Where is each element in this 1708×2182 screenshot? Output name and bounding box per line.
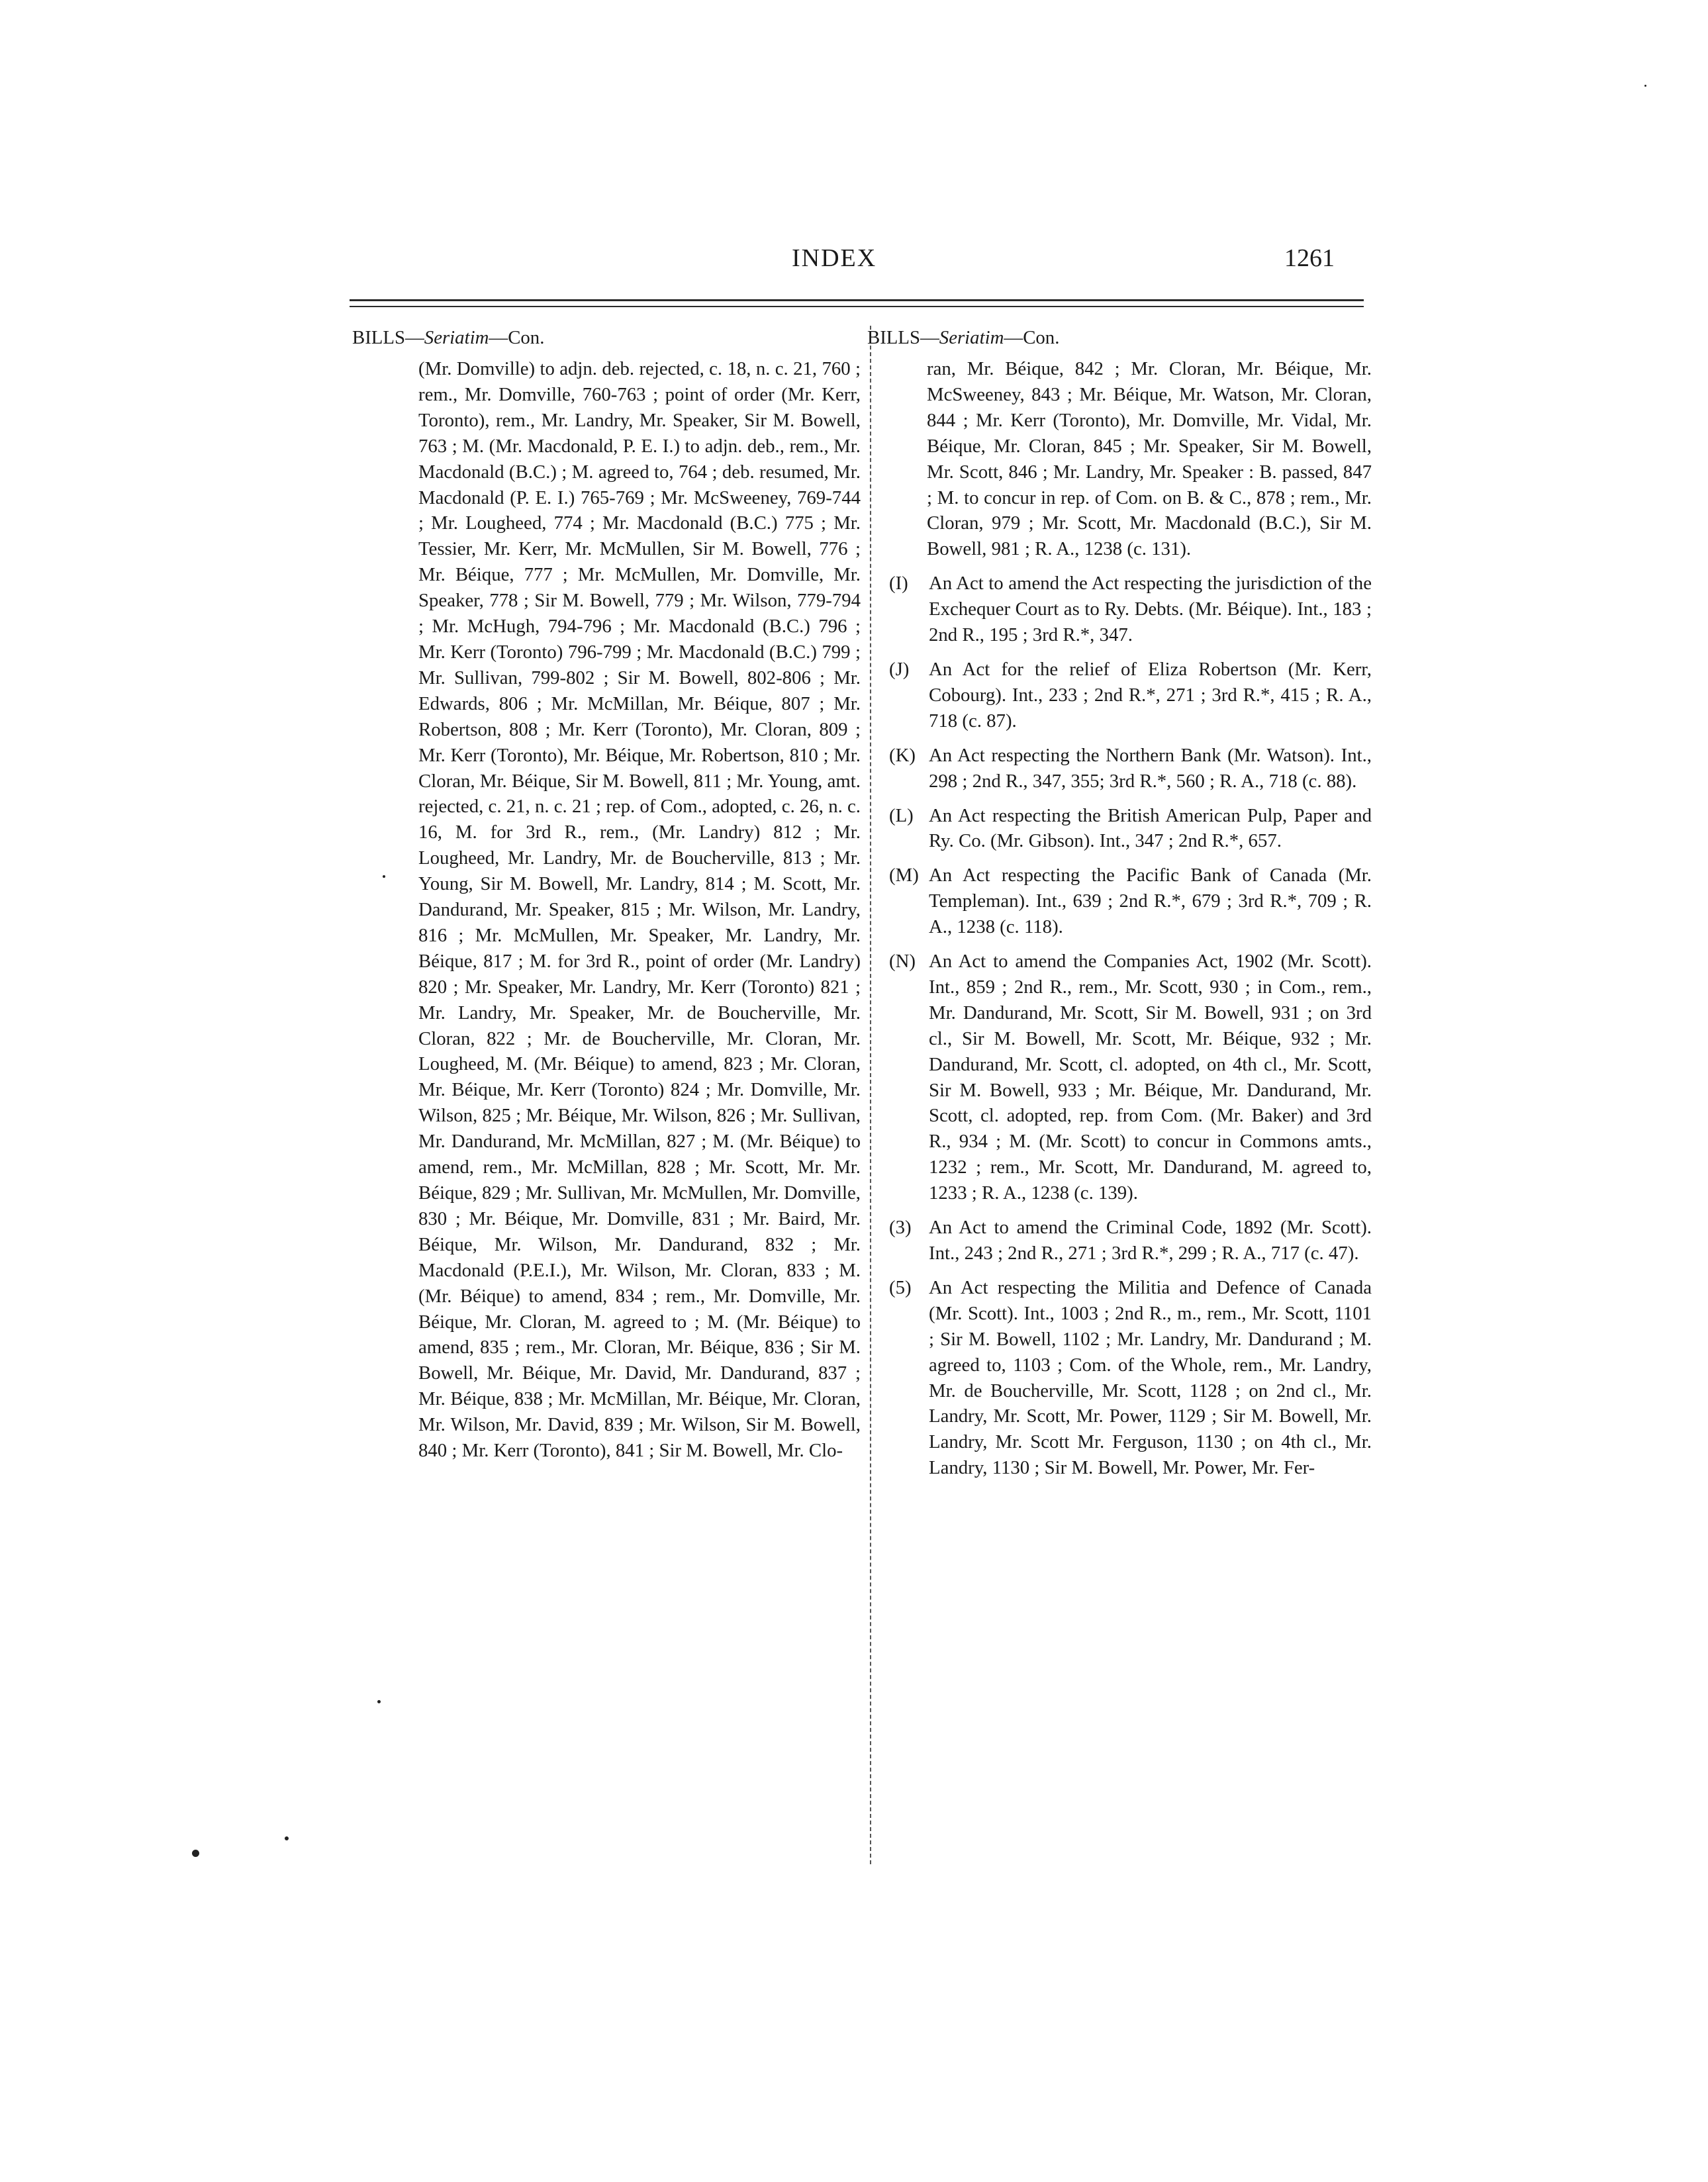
entry-text: An Act respecting the Northern Bank (Mr. Watson). Int., 298 ; 2nd R., 347, 355; 3rd R.*, 560 ; R. A., 718 (c. 88). [929, 744, 1372, 792]
left-section-heading [352, 324, 861, 351]
entry-text: An Act for the relief of Eliza Robertson (Mr. Kerr, Cobourg). Int., 233 ; 2nd R.*, 271 ; 3rd R.*, 415 ; R. A., 718 (c. 87). [929, 658, 1372, 732]
index-entry [867, 803, 1384, 855]
right-column [867, 324, 1384, 1481]
entry-text: An Act to amend the Act respecting the jurisdiction of the Exchequer Court as to Ry. Debts. (Mr. Béique). Int., 183 ; 2nd R., 195 ; 3rd R.*, 347. [929, 573, 1372, 646]
heading-suffix: —Con. [489, 327, 545, 348]
page-number: 1261 [1284, 244, 1335, 272]
heading-suffix: —Con. [1004, 327, 1060, 348]
entry-label: (L) [889, 804, 914, 826]
entry-text: An Act respecting the Militia and Defence of Canada (Mr. Scott). Int., 1003 ; 2nd R., m., rem., Mr. Scott, 1101 ; Sir M. Bowell, 1102 ; Mr. Landry, Mr. Dandurand ; M. agreed to, 1103 ; Com. of the Whole, rem., Mr. Landry, Mr. de Boucherville, Mr. Scott, 1128 ; on 2nd cl., Mr. Landry, Mr. Scott, Mr. Power, 1129 ; Sir M. Bowell, Mr. Landry, Mr. Scott Mr. Ferguson, 1130 ; on 4th cl., Mr. Landry, 1130 ; Sir M. Bowell, Mr. Power, Mr. Fer- [929, 1276, 1372, 1479]
entry-text: An Act to amend the Criminal Code, 1892 (Mr. Scott). Int., 243 ; 2nd R., 271 ; 3rd R.*, 299 ; R. A., 717 (c. 47). [929, 1217, 1372, 1264]
header-rule-top [350, 299, 1364, 301]
entry-label: (K) [889, 744, 916, 766]
entry-text: An Act to amend the Companies Act, 1902 (Mr. Scott). Int., 859 ; 2nd R., rem., Mr. Scott, 930 ; in Com., rem., Mr. Dandurand, Mr. Scott, Sir M. Bowell, 931 ; on 3rd cl., Sir M. Bowell, Mr. Scott, Mr. Béique, 932 ; Mr. Dandurand, Mr. Scott, cl. adopted, on 4th cl., Mr. Scott, Sir M. Bowell, 933 ; Mr. Béique, Mr. Dandurand, Mr. Scott, cl. adopted, rep. from Com. (Mr. Baker) and 3rd R., 934 ; M. (Mr. Scott) to concur in Commons amts., 1232 ; rem., Mr. Scott, Mr. Dandurand, M. agreed to, 1233 ; R. A., 1238 (c. 139). [929, 951, 1372, 1204]
heading-prefix: BILLS— [352, 327, 424, 348]
scan-speck [285, 1836, 289, 1840]
index-entry [867, 1215, 1384, 1266]
right-section-heading [867, 324, 1384, 351]
left-column [352, 324, 861, 1464]
entry-label: (N) [889, 951, 916, 972]
entry-label: (M) [889, 865, 919, 886]
left-body-text: (Mr. Domville) to adjn. deb. rejected, c. 18, n. c. 21, 760 ; rem., Mr. Domville, 760-763 ; point of order (Mr. Kerr, Toronto), rem., Mr. Landry, Mr. Speaker, Sir M. Bowell, 763 ; M. (Mr. Macdonald, P. E. I.) to adjn. deb., rem., Mr. Macdonald (B.C.) ; M. agreed to, 764 ; deb. resumed, Mr. Macdonald (P. E. I.) 765-769 ; Mr. McSweeney, 769-744 ; Mr. Lougheed, 774 ; Mr. Macdonald (B.C.) 775 ; Mr. Tessier, Mr. Kerr, Mr. McMullen, Sir M. Bowell, 776 ; Mr. Béique, 777 ; Mr. McMullen, Mr. Domville, Mr. Speaker, 778 ; Sir M. Bowell, 779 ; Mr. Wilson, 779-794 ; Mr. McHugh, 794-796 ; Mr. Macdonald (B.C.) 796 ; Mr. Kerr (Toronto) 796-799 ; Mr. Macdonald (B.C.) 799 ; Mr. Sullivan, 799-802 ; Sir M. Bowell, 802-806 ; Mr. Edwards, 806 ; Mr. McMillan, Mr. Béique, 807 ; Mr. Robertson, 808 ; Mr. Kerr (Toronto), Mr. Cloran, 809 ; Mr. Kerr (Toronto), Mr. Béique, Mr. Robertson, 810 ; Mr. Cloran, Mr. Béique, Sir M. Bowell, 811 ; Mr. Young, amt. rejected, c. 21, n. c. 21 ; rep. of Com., adopted, c. 26, n. c. 16, M. for 3rd R., rem., (Mr. Landry) 812 ; Mr. Lougheed, Mr. Landry, Mr. de Boucherville, 813 ; Mr. Young, Sir M. Bowell, Mr. Landry, 814 ; M. Scott, Mr. Dandurand, Mr. Speaker, 815 ; Mr. Wilson, Mr. Landry, 816 ; Mr. McMullen, Mr. Speaker, Mr. Landry, Mr. Béique, 817 ; M. for 3rd R., point of order (Mr. Landry) 820 ; Mr. Speaker, Mr. Landry, Mr. Kerr (Toronto) 821 ; Mr. Landry, Mr. Speaker, Mr. de Boucherville, Mr. Cloran, 822 ; Mr. de Boucherville, Mr. Cloran, Mr. Lougheed, M. (Mr. Béique) to amend, 823 ; Mr. Cloran, Mr. Béique, Mr. Kerr (Toronto) 824 ; Mr. Domville, Mr. Wilson, 825 ; Mr. Béique, Mr. Wilson, 826 ; Mr. Sullivan, Mr. Dandurand, Mr. McMillan, 827 ; M. (Mr. Béique) to amend, rem., Mr. McMillan, 828 ; Mr. Scott, Mr. Mr. Béique, 829 ; Mr. Sullivan, Mr. McMullen, Mr. Domville, 830 ; Mr. Béique, Mr. Domville, 831 ; Mr. Baird, Mr. Béique, Mr. Wilson, Mr. Dandurand, 832 ; Mr. Macdonald (P.E.I.), Mr. Wilson, Mr. Cloran, 833 ; M. (Mr. Béique) to amend, 834 ; rem., Mr. Domville, Mr. Béique, Mr. Cloran, M. agreed to ; M. (Mr. Béique) to amend, 835 ; rem., Mr. Cloran, Mr. Béique, 836 ; Sir M. Bowell, Mr. Béique, Mr. David, Mr. Dandurand, 837 ; Mr. Béique, 838 ; Mr. McMillan, Mr. Béique, Mr. Cloran, Mr. Wilson, Mr. David, 839 ; Mr. Wilson, Sir M. Bowell, 840 ; Mr. Kerr (Toronto), 841 ; Sir M. Bowell, Mr. Clo- [418, 358, 861, 1462]
index-entry [867, 743, 1384, 794]
entry-text: An Act respecting the British American Pulp, Paper and Ry. Co. (Mr. Gibson). Int., 347 ; 2nd R.*, 657. [929, 804, 1372, 852]
entry-label: (5) [889, 1276, 912, 1298]
header-rule-bottom [350, 306, 1364, 307]
heading-italic: Seriatim [939, 327, 1004, 348]
heading-italic: Seriatim [424, 327, 489, 348]
entry-label: (J) [889, 658, 910, 680]
scan-speck [1644, 85, 1646, 87]
scan-speck [192, 1850, 199, 1857]
heading-prefix: BILLS— [867, 327, 939, 348]
index-entry [867, 571, 1384, 648]
entry-label: (I) [889, 573, 908, 594]
index-entry [867, 863, 1384, 940]
right-continuation-text: ran, Mr. Béique, 842 ; Mr. Cloran, Mr. Béique, Mr. McSweeney, 843 ; Mr. Béique, Mr. Watson, Mr. Cloran, 844 ; Mr. Kerr (Toronto), Mr. Domville, Mr. Vidal, Mr. Béique, Mr. Cloran, 845 ; Mr. Speaker, Sir M. Bowell, Mr. Scott, 846 ; Mr. Landry, Mr. Speaker : B. passed, 847 ; M. to concur in rep. of Com. on B. & C., 878 ; rem., Mr. Cloran, 979 ; Mr. Scott, Mr. Macdonald (B.C.), Sir M. Bowell, 981 ; R. A., 1238 (c. 131). [927, 358, 1372, 560]
page-title: INDEX [792, 244, 877, 272]
entry-label: (3) [889, 1217, 912, 1239]
scan-speck [383, 875, 385, 878]
index-entry [867, 949, 1384, 1206]
index-entry [867, 657, 1384, 734]
index-entry [867, 1275, 1384, 1481]
entry-text: An Act respecting the Pacific Bank of Canada (Mr. Templeman). Int., 639 ; 2nd R.*, 679 ; 3rd R.*, 709 ; R. A., 1238 (c. 118). [929, 865, 1372, 938]
scan-speck [377, 1700, 381, 1703]
